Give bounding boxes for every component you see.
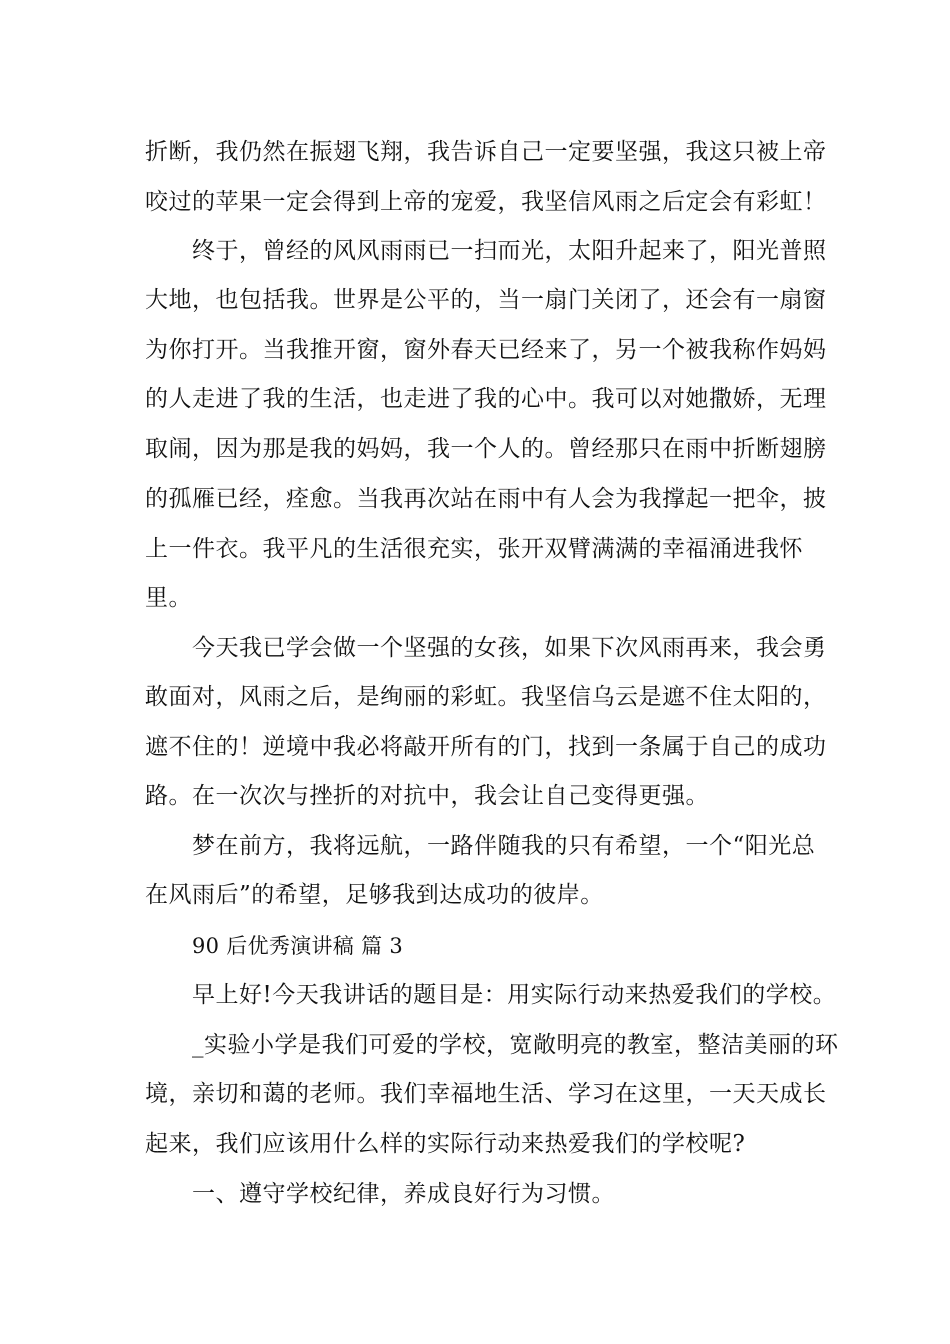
text-line: 遮不住的！逆境中我必将敲开所有的门，找到一条属于自己的成功 bbox=[145, 734, 827, 760]
text-line: 大地，也包括我。世界是公平的，当一扇门关闭了，还会有一扇窗 bbox=[145, 287, 827, 313]
text-line: 在风雨后”的希望，足够我到达成功的彼岸。 bbox=[145, 882, 604, 908]
text-line: 敢面对，风雨之后，是绚丽的彩虹。我坚信乌云是遮不住太阳的， bbox=[145, 684, 827, 710]
paragraph-start-line: 梦在前方，我将远航，一路伴随我的只有希望，一个“阳光总 bbox=[192, 833, 816, 859]
paragraph-start-line: 早上好!今天我讲话的题目是：用实际行动来热爱我们的学校。 bbox=[192, 982, 837, 1008]
text-line: 折断，我仍然在振翅飞翔，我告诉自己一定要坚强，我这只被上帝 bbox=[145, 139, 827, 165]
text-line: 起来，我们应该用什么样的实际行动来热爱我们的学校呢? bbox=[145, 1131, 746, 1157]
text-line: 里。 bbox=[145, 585, 192, 611]
paragraph-start-line: 一、遵守学校纪律，养成良好行为习惯。 bbox=[192, 1181, 615, 1207]
section-heading: 90 后优秀演讲稿 篇 3 bbox=[192, 934, 404, 958]
text-line: 的孤雁已经，痊愈。当我再次站在雨中有人会为我撑起一把伞，披 bbox=[145, 486, 827, 512]
text-line: 为你打开。当我推开窗，窗外春天已经来了，另一个被我称作妈妈 bbox=[145, 337, 827, 363]
text-line: 的人走进了我的生活，也走进了我的心中。我可以对她撒娇，无理 bbox=[145, 386, 827, 412]
paragraph-start-line: 终于，曾经的风风雨雨已一扫而光，太阳升起来了，阳光普照 bbox=[192, 238, 827, 264]
text-line: 咬过的苹果一定会得到上帝的宠爱，我坚信风雨之后定会有彩虹！ bbox=[145, 189, 827, 215]
text-line: 路。在一次次与挫折的对抗中，我会让自己变得更强。 bbox=[145, 783, 709, 809]
text-line: 上一件衣。我平凡的生活很充实，张开双臂满满的幸福涌进我怀 bbox=[145, 536, 803, 562]
text-line: 取闹，因为那是我的妈妈，我一个人的。曾经那只在雨中折断翅膀 bbox=[145, 436, 827, 462]
text-line: 境，亲切和蔼的老师。我们幸福地生活、学习在这里，一天天成长 bbox=[145, 1081, 827, 1107]
paragraph-start-line: _实验小学是我们可爱的学校，宽敞明亮的教室，整洁美丽的环 bbox=[192, 1032, 839, 1058]
paragraph-start-line: 今天我已学会做一个坚强的女孩，如果下次风雨再来，我会勇 bbox=[192, 635, 827, 661]
